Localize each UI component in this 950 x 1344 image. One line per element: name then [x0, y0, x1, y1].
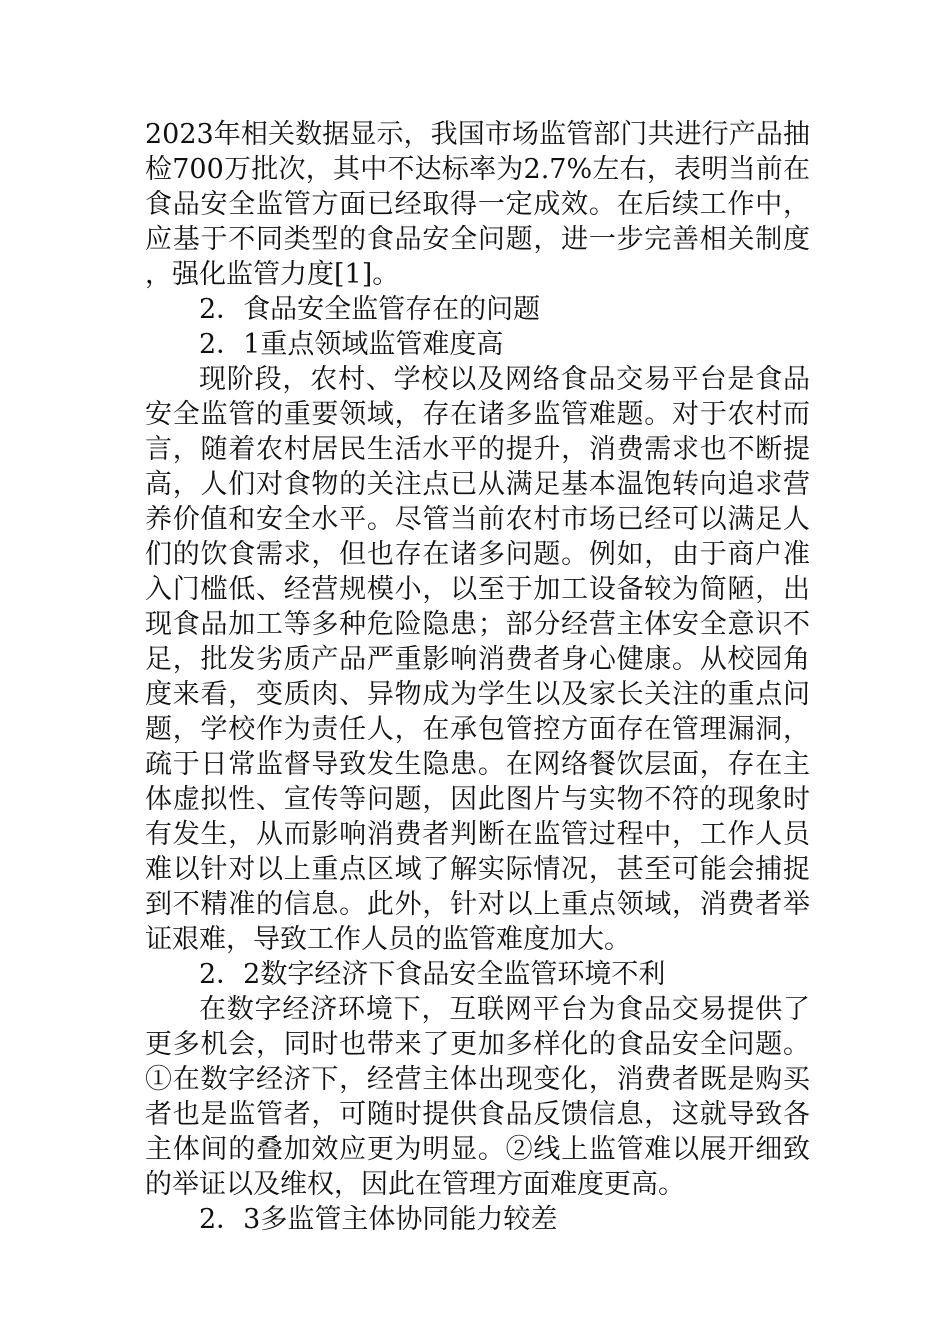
body-paragraph-key-areas: 现阶段，农村、学校以及网络食品交易平台是食品安全监管的重要领域，存在诸多监管难题。对于农村而言，随着农村居民生活水平的提升，消费需求也不断提高，人们对食物的关注点已从满足基本温饱转向追求营养价值和安全水平。尽管当前农村市场已经可以满足人们的饮食需求，但也存在诸多问题。例如，由于商户准入门槛低、经营规模小，以至于加工设备较为简陋，出现食品加工等多种危险隐患；部分经营主体安全意识不足，批发劣质产品严重影响消费者身心健康。从校园角度来看，变质肉、异物成为学生以及家长关注的重点问题，学校作为责任人，在承包管控方面存在管理漏洞，疏于日常监督导致发生隐患。在网络餐饮层面，存在主体虚拟性、宣传等问题，因此图片与实物不符的现象时有发生，从而影响消费者判断在监管过程中，工作人员难以针对以上重点区域了解实际情况，甚至可能会捕捉到不精准的信息。此外，针对以上重点领域，消费者举证艰难，导致工作人员的监管难度加大。 — [145, 364, 810, 955]
document-body — [145, 117, 810, 1237]
subsection-heading-2-1: 2．1重点领域监管难度高 — [199, 329, 504, 360]
subsection-heading-2-3: 2．3多监管主体协同能力较差 — [199, 1204, 558, 1235]
intro-paragraph: 2023年相关数据显示，我国市场监管部门共进行产品抽检700万批次，其中不达标率为2.7%左右，表明当前在食品安全监管方面已经取得一定成效。在后续工作中，应基于不同类型的食品安全问题，进一步完善相关制度，强化监管力度[1]。 — [145, 119, 810, 290]
body-paragraph-digital-economy: 在数字经济环境下，互联网平台为食品交易提供了更多机会，同时也带来了更加多样化的食品安全问题。①在数字经济下，经营主体出现变化，消费者既是购买者也是监管者，可随时提供食品反馈信息，这就导致各主体间的叠加效应更为明显。②线上监管难以展开细致的举证以及维权，因此在管理方面难度更高。 — [145, 994, 810, 1200]
subsection-heading-2-2: 2．2数字经济下食品安全监管环境不利 — [199, 959, 666, 990]
section-heading-2: 2．食品安全监管存在的问题 — [199, 294, 541, 325]
